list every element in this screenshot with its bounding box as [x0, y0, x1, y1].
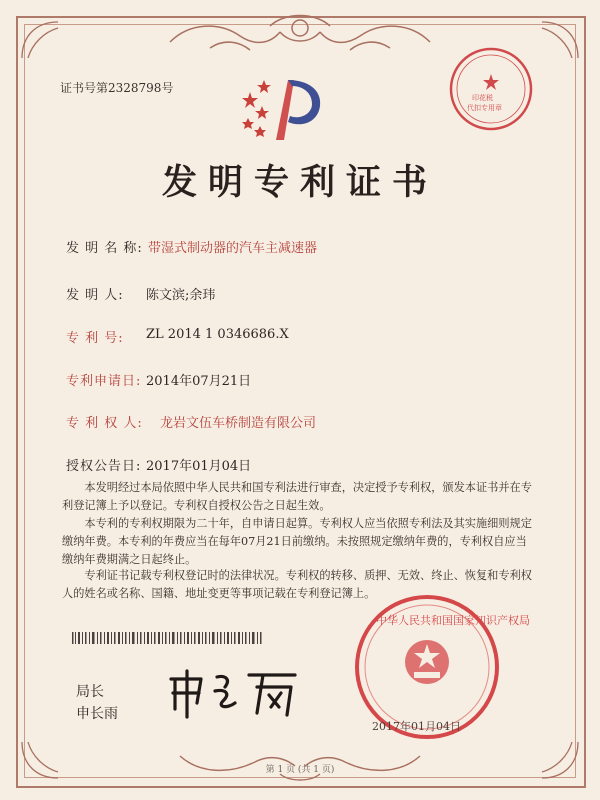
patentee-label: 专 利 权 人:: [66, 416, 143, 431]
certificate-title: 发明专利证书: [161, 162, 438, 203]
invention-name-value: 带湿式制动器的汽车主减速器: [148, 241, 318, 256]
official-name: 申长雨: [76, 706, 118, 722]
seal-ring-text: 中华人民共和国国家知识产权局: [376, 614, 530, 627]
official-title: 局长: [76, 684, 104, 700]
application-date-value: 2014年07月21日: [146, 374, 252, 389]
application-date-label: 专利申请日:: [66, 374, 142, 389]
invention-name-label: 发 明 名 称:: [66, 241, 143, 256]
body-paragraph: 本发明经过本局依照中华人民共和国专利法进行审查，决定授予专利权，颁发本证书并在专利登记簿上予以登记。专利权自授权公告之日起生效。: [62, 481, 532, 512]
patentee-value: 龙岩文伍车桥制造有限公司: [160, 416, 317, 431]
stamp-text-line: 印花税: [472, 94, 493, 102]
corner-ornament-icon: [18, 18, 78, 78]
grant-date-label: 授权公告日:: [66, 459, 142, 474]
certificate-number: 证书号第2328798号: [60, 81, 174, 95]
patent-number-value: ZL 2014 1 0346686.X: [146, 327, 289, 342]
stamp-text-line: 代扣专用章: [467, 104, 502, 112]
top-ornament-icon: [150, 8, 450, 60]
barcode-icon: [72, 632, 262, 644]
tax-stamp-icon: [446, 44, 536, 134]
patent-number-label: 专 利 号:: [66, 331, 124, 346]
signature-icon: [165, 665, 305, 721]
seal-date: 2017年01月04日: [372, 720, 461, 733]
body-paragraph: 专利证书记载专利权登记时的法律状况。专利权的转移、质押、无效、终止、恢复和专利权人的姓名或名称、国籍、地址变更等事项记载在专利登记簿上。: [62, 569, 532, 600]
cnipa-logo-icon: [240, 72, 325, 144]
page-footer: 第 1 页 (共 1 页): [265, 765, 335, 775]
body-paragraph: 本专利的专利权期限为二十年，自申请日起算。专利权人应当依照专利法及其实施细则规定缴纳年费。本专利的年费应当在每年07月21日前缴纳。未按照规定缴纳年费的，专利权自应当缴纳年费期满之日起终止。: [62, 517, 532, 566]
inventor-value: 陈文滨;余玮: [146, 288, 216, 303]
inventor-label: 发 明 人:: [66, 288, 124, 303]
grant-date-value: 2017年01月04日: [146, 459, 252, 474]
